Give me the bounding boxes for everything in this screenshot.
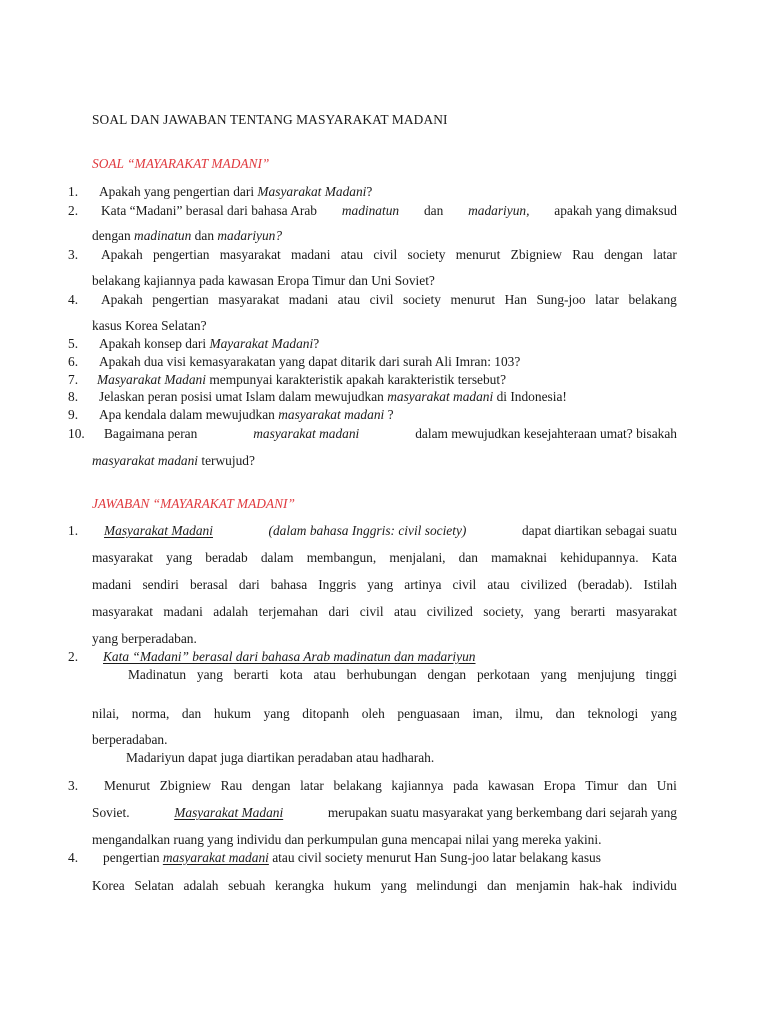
a1-line-3-text-word: atau bbox=[487, 577, 510, 592]
a3-line-1-text-word: Uni bbox=[656, 778, 677, 793]
question-number: 2. bbox=[68, 203, 79, 218]
a4-line-2-text-word: hukum bbox=[333, 878, 371, 893]
question-2-line-1 bbox=[101, 204, 677, 217]
a3-tail: merupakan suatu masyarakat yang berkembang dari sejarah yang bbox=[327, 805, 677, 820]
a3-line-1-text-word: belakang bbox=[333, 778, 382, 793]
question-number: 6. bbox=[68, 354, 79, 369]
a1-line-4-text-word: adalah bbox=[213, 604, 249, 619]
a1-line-3-text-word: Inggris bbox=[318, 577, 357, 592]
a3-line-1-text-word: dengan bbox=[251, 778, 291, 793]
a3-line-1-text-word: Zbigniew bbox=[159, 778, 212, 793]
a1-term: Masyarakat Madani bbox=[104, 523, 213, 538]
a1-line-3-text-word: berasal bbox=[189, 577, 228, 592]
a2-line-1-text-word: dengan bbox=[427, 667, 467, 682]
q8-term: masyarakat madani bbox=[387, 389, 494, 404]
a4-line-2-text-word: melindungi bbox=[416, 878, 478, 893]
q10-text: Bagaimana peran bbox=[104, 426, 198, 441]
answer-3-line-1 bbox=[104, 779, 677, 792]
soal-heading-text: SOAL “MAYARAKAT MADANI” bbox=[92, 156, 270, 171]
question-6: Apakah dua visi kemasyarakatan yang dapat ditarik dari surah Ali Imran: 103? bbox=[99, 354, 521, 369]
answer-number: 1. bbox=[68, 523, 79, 538]
a2-line-2-text-word: ilmu, bbox=[515, 706, 544, 721]
question-3-line-1 bbox=[101, 248, 677, 261]
question-3-line-2: belakang kajiannya pada kawasan Eropa Timur dan Uni Soviet? bbox=[92, 273, 435, 288]
question-5 bbox=[99, 337, 319, 350]
q2-term-madinatun-2: madinatun bbox=[134, 228, 192, 243]
question-number: 7. bbox=[68, 372, 79, 387]
question-number: 3. bbox=[68, 247, 79, 262]
a4-line-2-text-word: Korea bbox=[92, 878, 125, 893]
a4-text: pengertian bbox=[103, 850, 163, 865]
jawaban-heading bbox=[92, 497, 295, 510]
a4-line-2-text-word: yang bbox=[380, 878, 407, 893]
question-7 bbox=[97, 373, 506, 386]
a1-line-4-text-word: masyarakat bbox=[615, 604, 677, 619]
a1-line-4-text-word: yang bbox=[534, 604, 561, 619]
question-9 bbox=[99, 408, 394, 421]
q5-term: Mayarakat Madani bbox=[209, 336, 314, 351]
a1-line-4-text-word: atau bbox=[394, 604, 417, 619]
q9-text: Apa kendala dalam mewujudkan bbox=[99, 407, 279, 422]
a4-line-2-text-word: hak-hak bbox=[579, 878, 623, 893]
a2-heading-text: Kata “Madani” berasal dari bahasa Arab madinatun dan madariyun bbox=[103, 649, 476, 664]
answer-1-line-1 bbox=[104, 524, 677, 537]
a2-line-2-text-word: iman, bbox=[472, 706, 503, 721]
a3-term: Masyarakat Madani bbox=[174, 805, 284, 820]
question-number: 4. bbox=[68, 292, 79, 307]
a1-line-3-text-word: artinya bbox=[404, 577, 442, 592]
q4-text-word: madani bbox=[288, 292, 329, 307]
q3-text-word: Zbigniew bbox=[510, 247, 562, 262]
q8-text: Jelaskan peran posisi umat Islam dalam mewujudkan bbox=[99, 389, 388, 404]
a3-line-1-text-word: latar bbox=[300, 778, 324, 793]
a2-line-1-text-word: Madinatun bbox=[128, 667, 187, 682]
a2-line-1-text-word: atau bbox=[313, 667, 336, 682]
answer-1-line-5: yang berperadaban. bbox=[92, 631, 197, 646]
q1-end: ? bbox=[366, 184, 373, 199]
question-8 bbox=[99, 390, 567, 403]
q4-text-word: Han bbox=[504, 292, 527, 307]
q9-term: masyarakat madani bbox=[278, 407, 385, 422]
a3-line-1-text-word: Timur bbox=[585, 778, 619, 793]
q2-term-madariyun-2: madariyun? bbox=[217, 228, 283, 243]
q1-text: Apakah yang pengertian dari bbox=[99, 184, 258, 199]
q3-text-word: atau bbox=[340, 247, 364, 262]
soal-heading bbox=[92, 157, 269, 170]
q10-end: terwujud? bbox=[198, 453, 255, 468]
a1-line-2-text-word: mamaknai bbox=[491, 550, 547, 565]
q4-text-word: civil bbox=[369, 292, 394, 307]
a1-line-4-text-word: berarti bbox=[570, 604, 606, 619]
question-number: 8. bbox=[68, 389, 79, 404]
a2-line-1-text-word: tinggi bbox=[645, 667, 677, 682]
q4-text-word: society bbox=[402, 292, 441, 307]
q1-term: Masyarakat Madani bbox=[257, 184, 367, 199]
q4-text-word: atau bbox=[337, 292, 361, 307]
question-number: 1. bbox=[68, 184, 79, 199]
a1-line-3-text-word: civil bbox=[452, 577, 477, 592]
a1-line-3-text-word: dari bbox=[238, 577, 260, 592]
q4-text-word: latar bbox=[595, 292, 619, 307]
q10-term: masyarakat madani bbox=[253, 426, 360, 441]
q5-text: Apakah konsep dari bbox=[99, 336, 210, 351]
a2-line-2-text-word: hukum bbox=[213, 706, 252, 721]
q3-text-word: Rau bbox=[572, 247, 594, 262]
document-title: SOAL DAN JAWABAN TENTANG MASYARAKAT MADANI bbox=[92, 112, 448, 127]
a4-line-2-text-word: Selatan bbox=[134, 878, 174, 893]
a3-line-1-text-word: kajiannya bbox=[391, 778, 444, 793]
a2-line-1-text-word: berhubungan bbox=[346, 667, 417, 682]
a2-line-2-text-word: yang bbox=[650, 706, 677, 721]
q7-term: Masyarakat Madani bbox=[97, 372, 206, 387]
q10-tail: dalam mewujudkan kesejahteraan umat? bisakah bbox=[415, 426, 677, 441]
answer-1-line-2 bbox=[92, 551, 677, 564]
a1-line-3-text-word: madani bbox=[92, 577, 132, 592]
a1-line-4-text-word: terjemahan bbox=[258, 604, 319, 619]
answer-2-line-2 bbox=[92, 707, 677, 720]
a4-line-2-text-word: dan bbox=[487, 878, 507, 893]
answer-1-line-4 bbox=[92, 605, 677, 618]
a2-line-2-text-word: penguasaan bbox=[397, 706, 460, 721]
a3-line-1-text-word: pada bbox=[453, 778, 479, 793]
q2-text: Kata “Madani” berasal dari bahasa Arab bbox=[101, 203, 318, 218]
question-4-line-2: kasus Korea Selatan? bbox=[92, 318, 207, 333]
q3-text-word: pengertian bbox=[152, 247, 210, 262]
answer-number: 4. bbox=[68, 850, 79, 865]
a1-line-4-text-word: madani bbox=[163, 604, 203, 619]
q3-text-word: society bbox=[407, 247, 446, 262]
a1-line-3-text-word: sendiri bbox=[142, 577, 179, 592]
q2-dengan: dengan bbox=[92, 228, 135, 243]
a1-line-3-text-word: (beradab). bbox=[577, 577, 633, 592]
a3-line-1-text-word: Menurut bbox=[104, 778, 151, 793]
answer-1-line-3 bbox=[92, 578, 677, 591]
answer-2-line-4: Madariyun dapat juga diartikan peradaban atau hadharah. bbox=[126, 750, 435, 765]
a1-line-3-text-word: Istilah bbox=[643, 577, 677, 592]
answer-2-line-1 bbox=[128, 668, 677, 681]
a4-line-2-text-word: menjamin bbox=[516, 878, 570, 893]
a2-line-1-text-word: berarti bbox=[233, 667, 269, 682]
a1-tail: dapat diartikan sebagai suatu bbox=[521, 523, 677, 538]
question-1 bbox=[99, 185, 372, 198]
question-4-line-1 bbox=[101, 293, 677, 306]
a1-line-4-text-word: civilized bbox=[426, 604, 473, 619]
q2-and: dan bbox=[423, 203, 444, 218]
q2-tail: apakah yang dimaksud bbox=[554, 203, 677, 218]
q3-text-word: madani bbox=[291, 247, 331, 262]
answer-2-line-3: berperadaban. bbox=[92, 732, 168, 747]
answer-4-line-2 bbox=[92, 879, 677, 892]
a4-line-2-text-word: adalah bbox=[183, 878, 219, 893]
a2-line-1-text-word: menjujung bbox=[577, 667, 635, 682]
answer-number: 2. bbox=[68, 649, 79, 664]
q4-text-word: pengertian bbox=[152, 292, 209, 307]
a2-line-1-text-word: yang bbox=[540, 667, 567, 682]
a1-line-2-text-word: kehidupannya. bbox=[560, 550, 639, 565]
a1-line-2-text-word: Kata bbox=[651, 550, 677, 565]
a1-line-2-text-word: beradab bbox=[205, 550, 248, 565]
a1-line-2-text-word: dalam bbox=[260, 550, 294, 565]
a1-line-2-text-word: masyarakat bbox=[92, 550, 153, 565]
q3-text-word: Apakah bbox=[101, 247, 143, 262]
q3-text-word: dengan bbox=[604, 247, 643, 262]
answer-4-line-1 bbox=[103, 851, 601, 864]
question-10-line-1 bbox=[104, 427, 677, 440]
a1-line-2-text-word: yang bbox=[166, 550, 193, 565]
a2-line-1-text-word: kota bbox=[279, 667, 303, 682]
a1-line-3-text-word: yang bbox=[367, 577, 394, 592]
a4-line-2-text-word: sebuah bbox=[228, 878, 266, 893]
a3-line-1-text-word: Rau bbox=[220, 778, 243, 793]
a2-line-1-text-word: yang bbox=[196, 667, 223, 682]
a1-line-3-text-word: bahasa bbox=[270, 577, 308, 592]
a3-soviet: Soviet. bbox=[92, 805, 130, 820]
answer-3-line-2 bbox=[92, 806, 677, 819]
a1-line-2-text-word: menjalani, bbox=[389, 550, 446, 565]
q4-text-word: Sung-joo bbox=[536, 292, 586, 307]
q4-text-word: menurut bbox=[450, 292, 496, 307]
q4-text-word: Apakah bbox=[101, 292, 143, 307]
a2-line-2-text-word: oleh bbox=[361, 706, 385, 721]
question-number: 10. bbox=[68, 426, 85, 441]
a2-line-2-text-word: yang bbox=[263, 706, 290, 721]
a2-line-2-text-word: dan bbox=[555, 706, 576, 721]
a1-line-3-text-word: civilized bbox=[520, 577, 567, 592]
a1-line-4-text-word: society, bbox=[483, 604, 524, 619]
q8-end: di Indonesia! bbox=[493, 389, 567, 404]
q2-term-madinatun: madinatun bbox=[341, 203, 400, 218]
a1-line-2-text-word: membangun, bbox=[306, 550, 377, 565]
jawaban-heading-text: JAWABAN “MAYARAKAT MADANI” bbox=[92, 496, 295, 511]
question-10-line-2 bbox=[92, 454, 255, 467]
answer-2-heading bbox=[103, 650, 476, 663]
q9-end: ? bbox=[384, 407, 394, 422]
a2-line-2-text-word: norma, bbox=[131, 706, 170, 721]
q10-term-2: masyarakat madani bbox=[92, 453, 199, 468]
q4-text-word: belakang bbox=[628, 292, 677, 307]
q3-text-word: menurut bbox=[455, 247, 501, 262]
q2-term-madariyun: madariyun, bbox=[468, 203, 530, 218]
q4-text-word: masyarakat bbox=[218, 292, 280, 307]
answer-number: 3. bbox=[68, 778, 79, 793]
a3-line-1-text-word: Eropa bbox=[543, 778, 576, 793]
a2-line-2-text-word: ditopanh bbox=[302, 706, 350, 721]
a1-english: (dalam bahasa Inggris: civil society) bbox=[268, 523, 467, 538]
a4-tail: atau civil society menurut Han Sung-joo latar belakang kasus bbox=[268, 850, 601, 865]
a2-line-2-text-word: dan bbox=[181, 706, 202, 721]
a4-line-2-text-word: individu bbox=[632, 878, 677, 893]
a1-line-2-text-word: dan bbox=[458, 550, 479, 565]
question-2-line-2 bbox=[92, 229, 282, 242]
answer-3-line-3: mengandalkan ruang yang individu dan perkumpulan guna mencapai nilai yang mereka yakini. bbox=[92, 832, 602, 847]
a4-line-2-text-word: kerangka bbox=[275, 878, 325, 893]
q3-text-word: latar bbox=[653, 247, 677, 262]
a1-line-4-text-word: civil bbox=[359, 604, 384, 619]
a2-line-2-text-word: teknologi bbox=[587, 706, 639, 721]
question-number: 9. bbox=[68, 407, 79, 422]
q3-text-word: civil bbox=[373, 247, 398, 262]
q2-dan: dan bbox=[191, 228, 218, 243]
a1-line-4-text-word: masyarakat bbox=[92, 604, 153, 619]
a3-line-1-text-word: dan bbox=[627, 778, 648, 793]
a2-line-1-text-word: perkotaan bbox=[476, 667, 530, 682]
q7-text: mempunyai karakteristik apakah karakteristik tersebut? bbox=[205, 372, 507, 387]
question-number: 5. bbox=[68, 336, 79, 351]
a4-term: masyarakat madani bbox=[162, 850, 269, 865]
a2-line-2-text-word: nilai, bbox=[92, 706, 120, 721]
q3-text-word: masyarakat bbox=[219, 247, 281, 262]
a3-line-1-text-word: kawasan bbox=[487, 778, 535, 793]
a1-line-4-text-word: dari bbox=[328, 604, 350, 619]
q5-end: ? bbox=[313, 336, 320, 351]
